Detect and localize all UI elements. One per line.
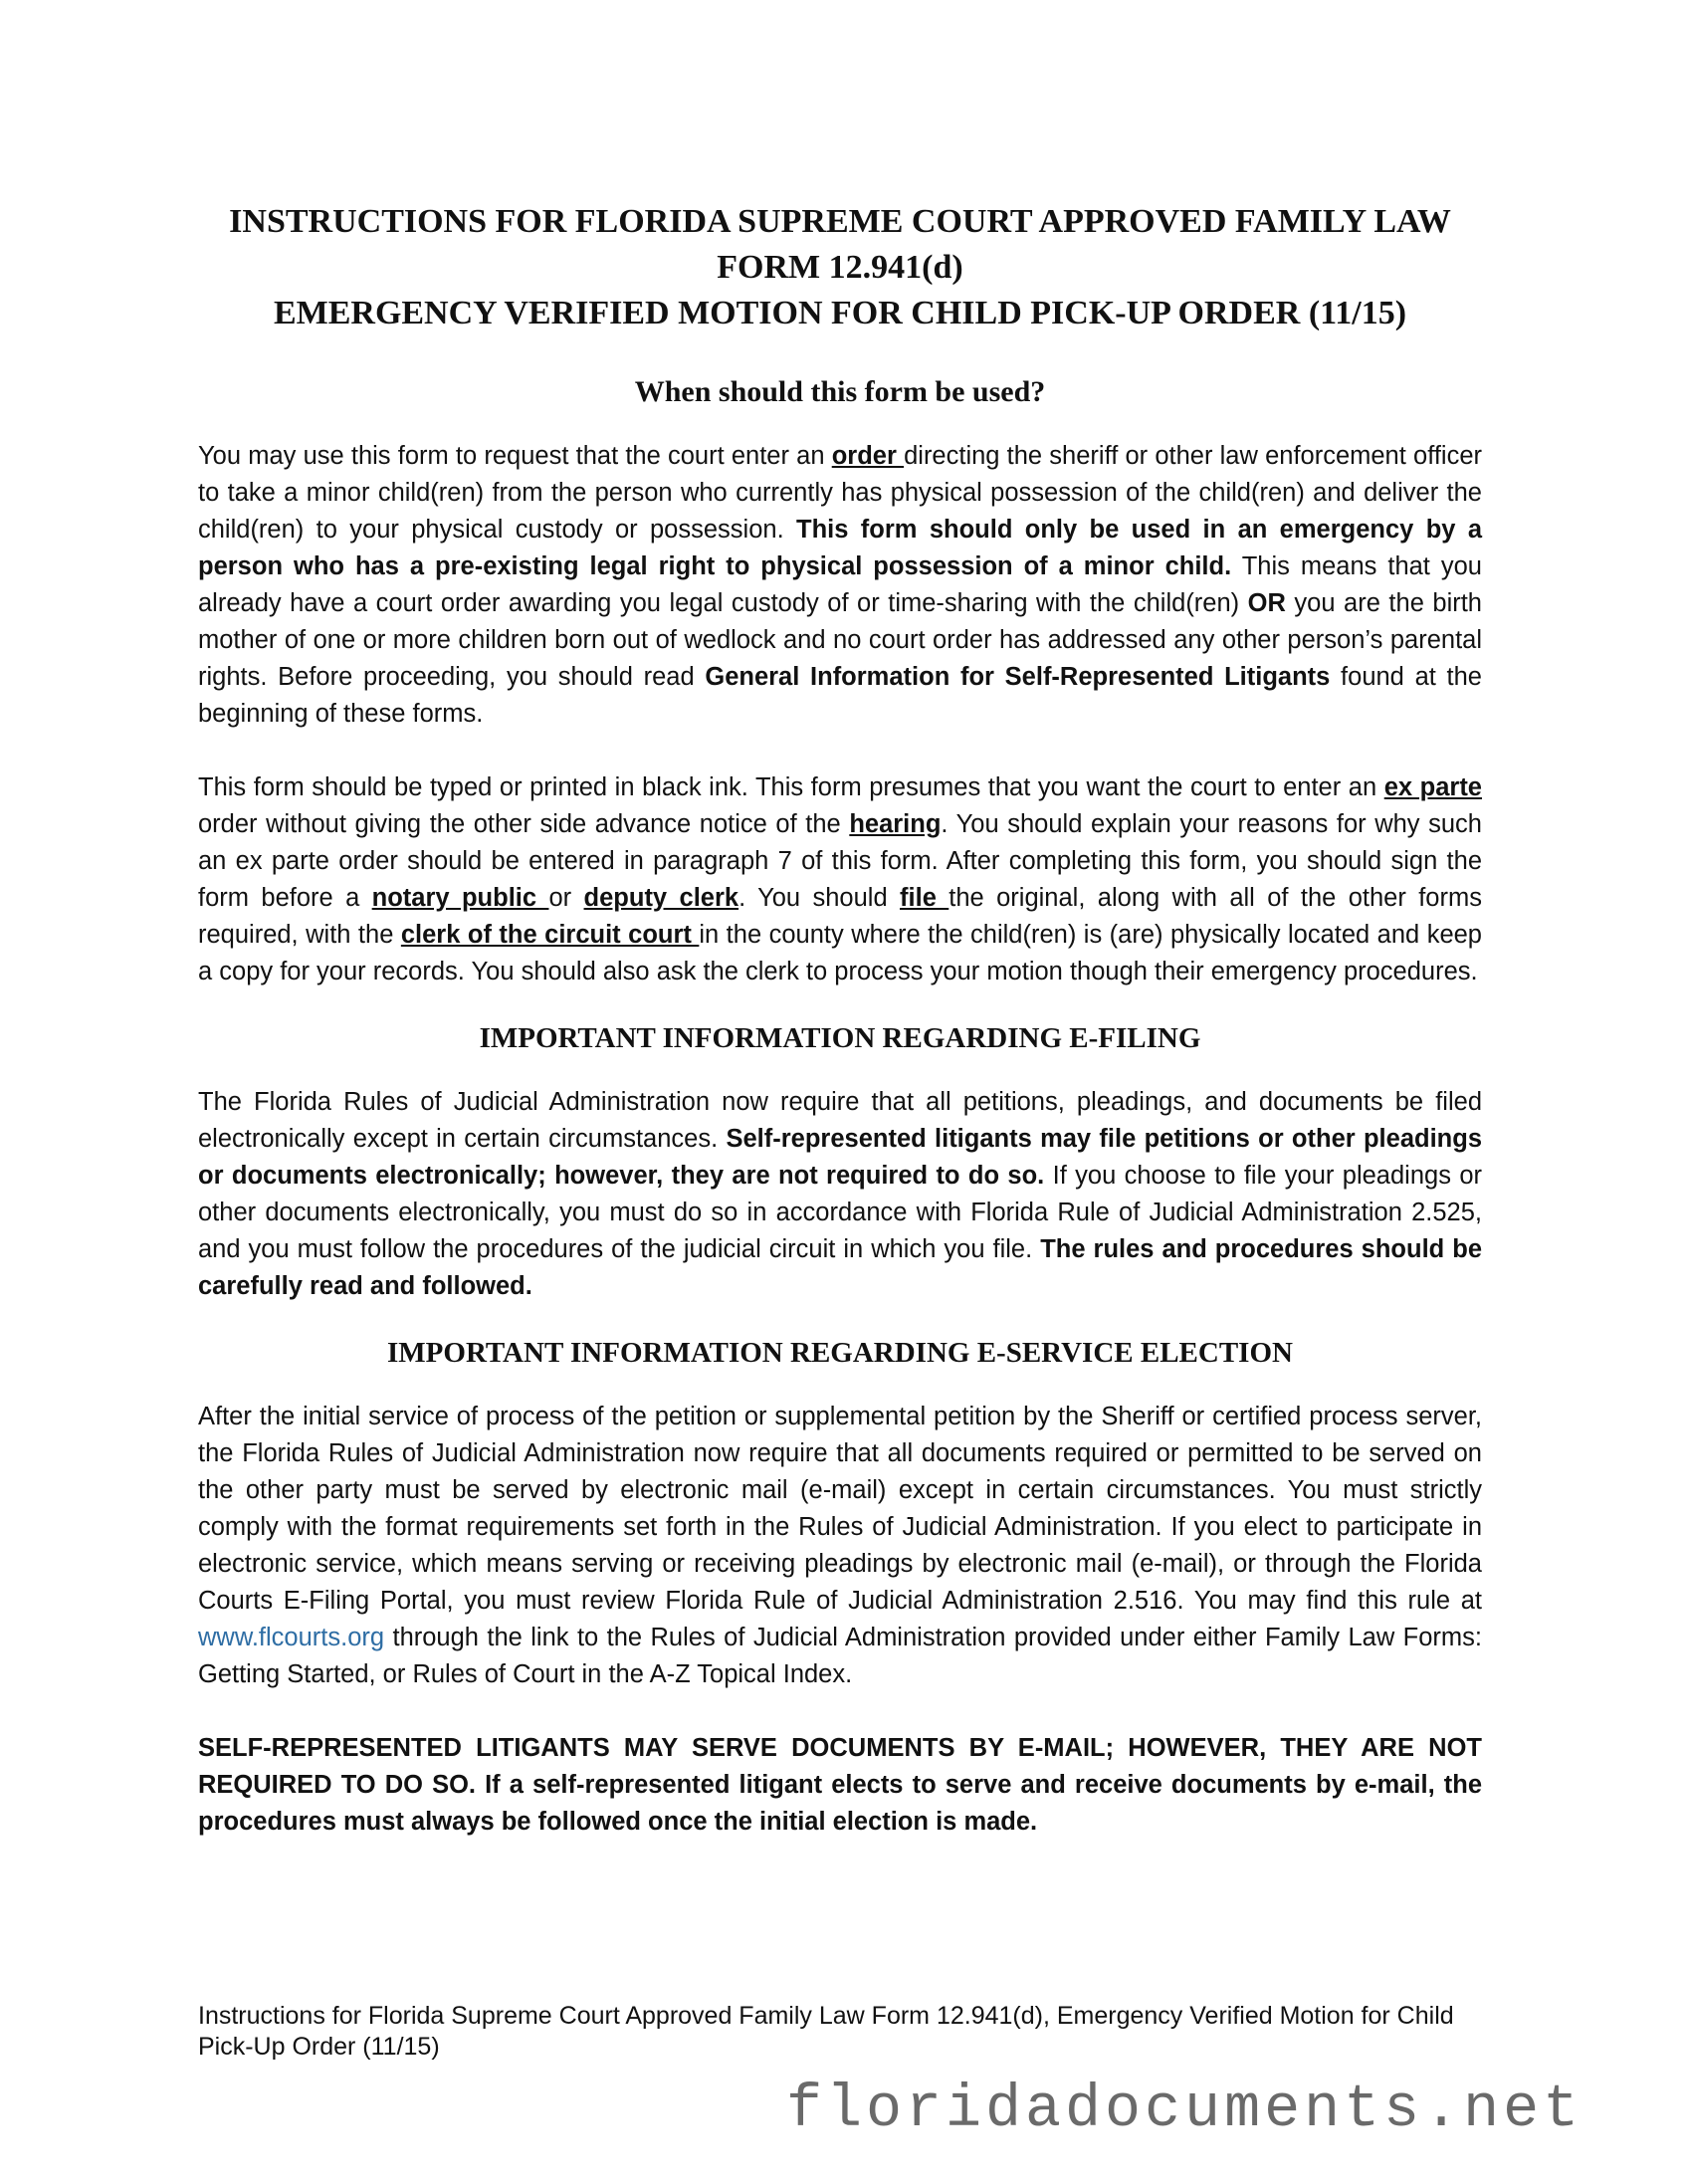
text-run: This means that you already have a court order awarding you legal custody of or time-sharing with the child(ren) [198, 552, 1482, 617]
glossary-term-deputy-clerk: deputy clerk [583, 884, 739, 912]
text-run: . You should explain your reasons for why such an ex parte order should be entered in paragraph 7 of this form. After completing this form, you should sign the form before a [198, 810, 1482, 912]
bold-run-general-information: General Information for Self-Represented Litigants [705, 663, 1331, 691]
title-line-2: FORM 12.941(d) [717, 249, 963, 286]
text-run: through the link to the Rules of Judicial Administration provided under either Family Law Forms: Getting Started, or Rules of Court in the A-Z Topical Index. [198, 1624, 1482, 1688]
document-page [198, 199, 1482, 1841]
paragraph-e-service-notice: SELF-REPRESENTED LITIGANTS MAY SERVE DOCUMENTS BY E-MAIL; HOWEVER, THEY ARE NOT REQUIRED TO DO SO. If a self-represented litigant elects to serve and receive documents by e-mail, the procedures must always be followed once the initial election is made. [198, 1734, 1482, 1836]
section-heading-e-filing: IMPORTANT INFORMATION REGARDING E-FILING [479, 1022, 1201, 1054]
bold-run-rules-read: The rules and procedures should be carefully read and followed. [198, 1235, 1482, 1300]
title-line-3: EMERGENCY VERIFIED MOTION FOR CHILD PICK-UP ORDER (11/15) [273, 295, 1407, 331]
glossary-term-file: file [900, 884, 949, 912]
glossary-term-order: order [831, 442, 905, 470]
text-run: This form should be typed or printed in black ink. This form presumes that you want the court to enter an [198, 773, 1384, 801]
paragraph-when-used [198, 438, 1482, 733]
paragraph-gap [198, 1693, 1482, 1730]
text-run: or [548, 884, 584, 912]
text-run: directing the sheriff or other law enforcement officer to take a minor child(ren) from the person who currently has physical possession of the child(ren) and deliver the child(ren) to your physical custody or possession. [198, 442, 1482, 544]
section-heading-when-used: When should this form be used? [634, 375, 1046, 408]
page-title [198, 199, 1482, 336]
text-run: found at the beginning of these forms. [198, 663, 1482, 728]
glossary-term-notary-public: notary public [371, 884, 549, 912]
watermark-text: floridadocuments.net [786, 2076, 1583, 2144]
title-line-1: INSTRUCTIONS FOR FLORIDA SUPREME COURT APPROVED FAMILY LAW [229, 203, 1451, 240]
text-run: order without giving the other side advance notice of the [198, 810, 850, 838]
text-run: The Florida Rules of Judicial Administration now require that all petitions, pleadings, and documents be filed electronically except in certain circumstances. [198, 1088, 1482, 1153]
flcourts-link[interactable]: www.flcourts.org [198, 1624, 385, 1651]
page-footer: Instructions for Florida Supreme Court Approved Family Law Form 12.941(d), Emergency Verified Motion for Child Pick-Up Order (11/15) [198, 2002, 1454, 2061]
glossary-term-clerk-of-circuit-court: clerk of the circuit court [400, 921, 700, 949]
text-run: in the county where the child(ren) is (are) physically located and keep a copy for your records. You should also ask the clerk to process your motion though their emergency procedures. [198, 921, 1482, 985]
paragraph-e-service [198, 1399, 1482, 1693]
paragraph-gap [198, 733, 1482, 769]
bold-run-or: OR [1247, 589, 1286, 617]
glossary-term-ex-parte: ex parte [1383, 773, 1482, 801]
text-run: If you choose to file your pleadings or other documents electronically, you must do so in accordance with Florida Rule of Judicial Administration 2.525, and you must follow the procedures of the judicial circuit in which you file. [198, 1162, 1482, 1263]
text-run: the original, along with all of the other forms required, with the [198, 884, 1482, 949]
paragraph-form-presumes [198, 769, 1482, 990]
text-run: you are the birth mother of one or more children born out of wedlock and no court order has addressed any other person’s parental rights. Before proceeding, you should read [198, 589, 1482, 691]
text-run: . You should [738, 884, 901, 912]
text-run: After the initial service of process of the petition or supplemental petition by the Sheriff or certified process server, the Florida Rules of Judicial Administration now require that all documents required or permitted to be served on the other party must be served by electronic mail (e-mail) except in certain circumstances. You must strictly comply with the format requirements set forth in the Rules of Judicial Administration. If you elect to participate in electronic service, which means serving or receiving pleadings by electronic mail (e-mail), or through the Florida Courts E-Filing Portal, you must review Florida Rule of Judicial Administration 2.516. You may find this rule at [198, 1403, 1482, 1615]
bold-run-emergency-only: This form should only be used in an emergency by a person who has a pre-existing legal right to physical possession of a minor child. [198, 516, 1483, 580]
glossary-term-hearing: hearing [849, 810, 942, 838]
bold-run-may-file: Self-represented litigants may file petitions or other pleadings or documents electronically; however, they are not required to do so. [198, 1125, 1482, 1190]
section-heading-e-service: IMPORTANT INFORMATION REGARDING E-SERVICE ELECTION [387, 1337, 1293, 1369]
paragraph-e-filing [198, 1084, 1482, 1305]
text-run: You may use this form to request that the court enter an [198, 442, 832, 470]
